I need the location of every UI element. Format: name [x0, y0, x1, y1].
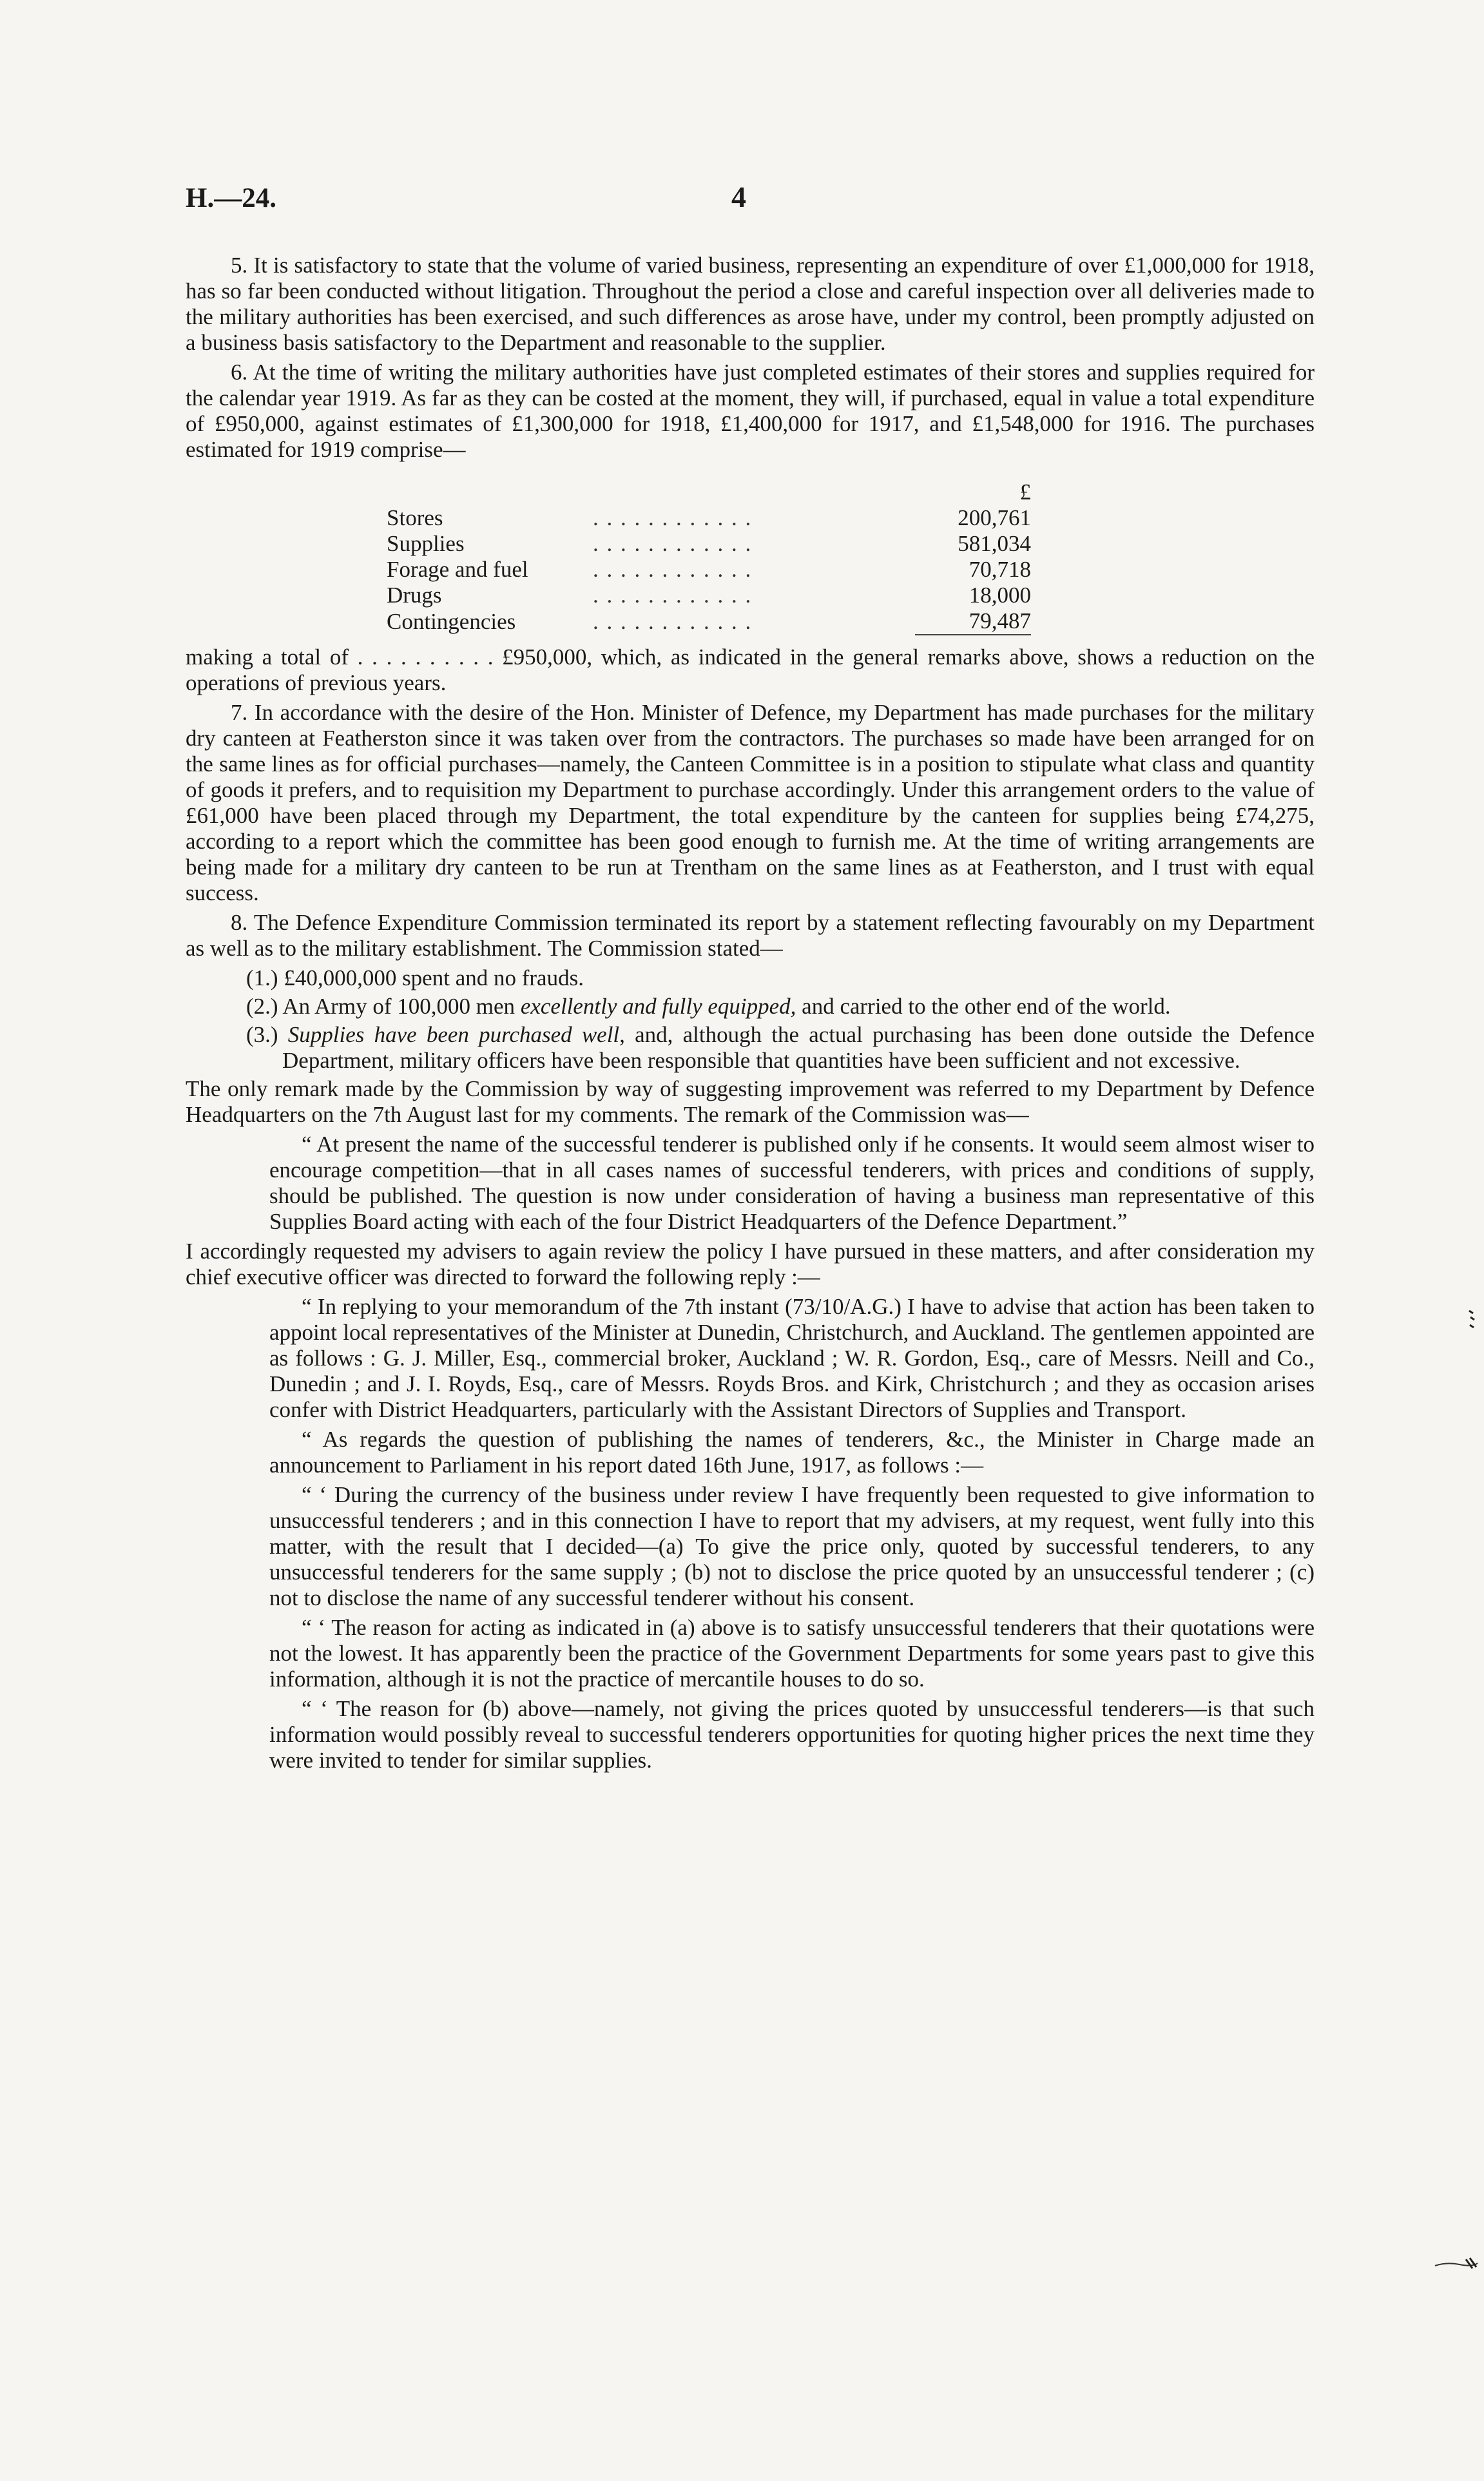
estimate-amount: 581,034 — [958, 531, 1031, 556]
margin-speck — [1467, 1308, 1477, 1330]
list-text-italic: Supplies have been purchased well, — [287, 1022, 625, 1047]
estimate-amount: 200,761 — [958, 505, 1031, 530]
dot-leader: . . . . . . . . . . . . — [593, 583, 753, 608]
list-text: An Army of 100,000 men — [282, 994, 521, 1019]
estimate-amount: 18,000 — [968, 583, 1031, 608]
page-reference: H.—24. — [186, 183, 276, 213]
list-item — [186, 1022, 1315, 1074]
margin-smudge — [1434, 2255, 1479, 2273]
commission-remark-quote: “ At present the name of the successful tenderer is published only if he consents. It would seem almost wiser to encourage competition—that in all cases names of successful tenderers, with prices and conditions of supply, should be published. The question is now under consideration of having a business man representative of this Supplies Board acting with each of the four District Headquarters of the Defence Department.” — [269, 1132, 1315, 1234]
estimate-item: Stores — [387, 505, 443, 530]
page-number: 4 — [731, 180, 746, 213]
document-body — [186, 253, 1315, 1777]
list-text: £40,000,000 spent and no frauds. — [284, 965, 584, 990]
dot-leader: . . . . . . . . . . . . — [593, 608, 753, 634]
nested-quote-2: “ ‘ The reason for acting as indicated in (a) above is to satisfy unsuccessful tenderers that their quotations were not the lowest. It has apparently been the practice of the Government Departments for some years past to give this information, although it is not the practice of mercantile houses to do so. — [269, 1615, 1315, 1692]
list-text-italic: excellently and fully equipped, — [520, 994, 796, 1019]
list-item — [186, 994, 1315, 1019]
dot-leader: . . . . . . . . . . . . — [593, 557, 753, 582]
list-text: and, although the actual purchasing has been done outside the Defence Department, military officers have been responsible that quantities have been sufficient and not excessive. — [282, 1022, 1315, 1073]
remark-intro: The only remark made by the Commission by way of suggesting improvement was referred to my Department by Defence Headquarters on the 7th August last for my comments. The remark of the Commission was— — [186, 1076, 1315, 1127]
estimate-item: Contingencies — [387, 608, 516, 634]
list-item — [186, 965, 1315, 991]
list-text: and carried to the other end of the world. — [796, 994, 1171, 1019]
reply-paragraph-2: “ As regards the question of publishing the names of tenderers, &c., the Minister in Charge made an announcement to Parliament in his report dated 16th June, 1917, as follows :— — [269, 1427, 1315, 1478]
estimates-table — [387, 479, 1031, 635]
reply-paragraph-1: “ In replying to your memorandum of the 7th instant (73/10/A.G.) I have to advise that action has been taken to appoint local representatives of the Minister at Dunedin, Christchurch, and Auckland. The gentlemen appointed are as follows : G. J. Miller, Esq., commercial broker, Auckland ; W. R. Gordon, Esq., care of Messrs. Neill and Co., Dunedin ; and J. I. Royds, Esq., care of Messrs. Royds Bros. and Kirk, Christchurch ; and they as occasion arises confer with District Headquarters, particularly with the Assistant Directors of Supplies and Transport. — [269, 1294, 1315, 1422]
paragraph-6: 6. At the time of writing the military authorities have just completed estimates of their stores and supplies required for the calendar year 1919. As far as they can be costed at the moment, they will, if purchased, equal in value a total expenditure of £950,000, against estimates of £1,300,000 for 1918, £1,400,000 for 1917, and £1,548,000 for 1916. The purchases estimated for 1919 comprise— — [186, 360, 1315, 462]
paragraph-7: 7. In accordance with the desire of the Hon. Minister of Defence, my Department has made purchases for the military dry canteen at Featherston since it was taken over from the contractors. The purchases so made have been arranged for on the same lines as for official purchases—namely, the Canteen Committee is in a position to stipulate what class and quantity of goods it prefers, and to requisition my Department to purchase accordingly. Under this arrangement orders to the value of £61,000 have been placed through my Department, the total expenditure by the canteen for supplies being £74,275, according to a report which the committee has been good enough to furnish me. At the time of writing arrangements are being made for a military dry canteen to be run at Trentham on the same lines as at Featherston, and I trust with equal success. — [186, 700, 1315, 905]
table-row — [387, 531, 1031, 557]
table-row — [387, 583, 1031, 608]
estimate-amount: 79,487 — [915, 608, 1031, 635]
estimate-item: Drugs — [387, 583, 442, 608]
dot-leader: . . . . . . . . . . . . — [593, 531, 753, 556]
paragraph-5: 5. It is satisfactory to state that the volume of varied business, representing an expenditure of over £1,000,000 for 1918, has so far been conducted without litigation. Throughout the period a close and careful inspection over all deliveries made to the military authorities has been exercised, and such differences as arose have, under my control, been promptly adjusted on a business basis satisfactory to the Department and reasonable to the supplier. — [186, 253, 1315, 355]
dot-leader: . . . . . . . . . . . . — [593, 505, 753, 530]
currency-symbol: £ — [1019, 479, 1031, 505]
list-number: (1.) — [246, 965, 278, 990]
list-number: (2.) — [246, 994, 278, 1019]
reply-intro: I accordingly requested my advisers to again review the policy I have pursued in these matters, and after consideration my chief executive officer was directed to forward the following reply :— — [186, 1239, 1315, 1289]
nested-quote-1: “ ‘ During the currency of the business under review I have frequently been requested to give information to unsuccessful tenderers ; and in this connection I have to report that my advisers, at my request, went fully into this matter, with the result that I decided—(a) To give the price only, quoted by successful tenderers, to any unsuccessful tenderers for the same supply ; (b) not to disclose the price quoted by an unsuccessful tenderer ; (c) not to disclose the name of any successful tenderer without his consent. — [269, 1482, 1315, 1610]
estimate-amount: 70,718 — [968, 557, 1031, 582]
commission-statements — [186, 965, 1315, 1074]
paragraph-8: 8. The Defence Expenditure Commission terminated its report by a statement reflecting favourably on my Department as well as to the military establishment. The Commission stated— — [186, 910, 1315, 961]
total-line: making a total of . . . . . . . . . . £950,000, which, as indicated in the general remarks above, shows a reduction on the operations of previous years. — [186, 644, 1315, 695]
nested-quote-3: “ ‘ The reason for (b) above—namely, not giving the prices quoted by unsuccessful tenderers—is that such information would possibly reveal to successful tenderers opportunities for quoting higher prices the next time they were invited to tender for similar supplies. — [269, 1696, 1315, 1773]
table-row — [387, 608, 1031, 635]
list-number: (3.) — [246, 1022, 278, 1047]
estimate-item: Forage and fuel — [387, 557, 528, 582]
table-row — [387, 557, 1031, 583]
estimate-item: Supplies — [387, 531, 465, 556]
table-row — [387, 505, 1031, 531]
